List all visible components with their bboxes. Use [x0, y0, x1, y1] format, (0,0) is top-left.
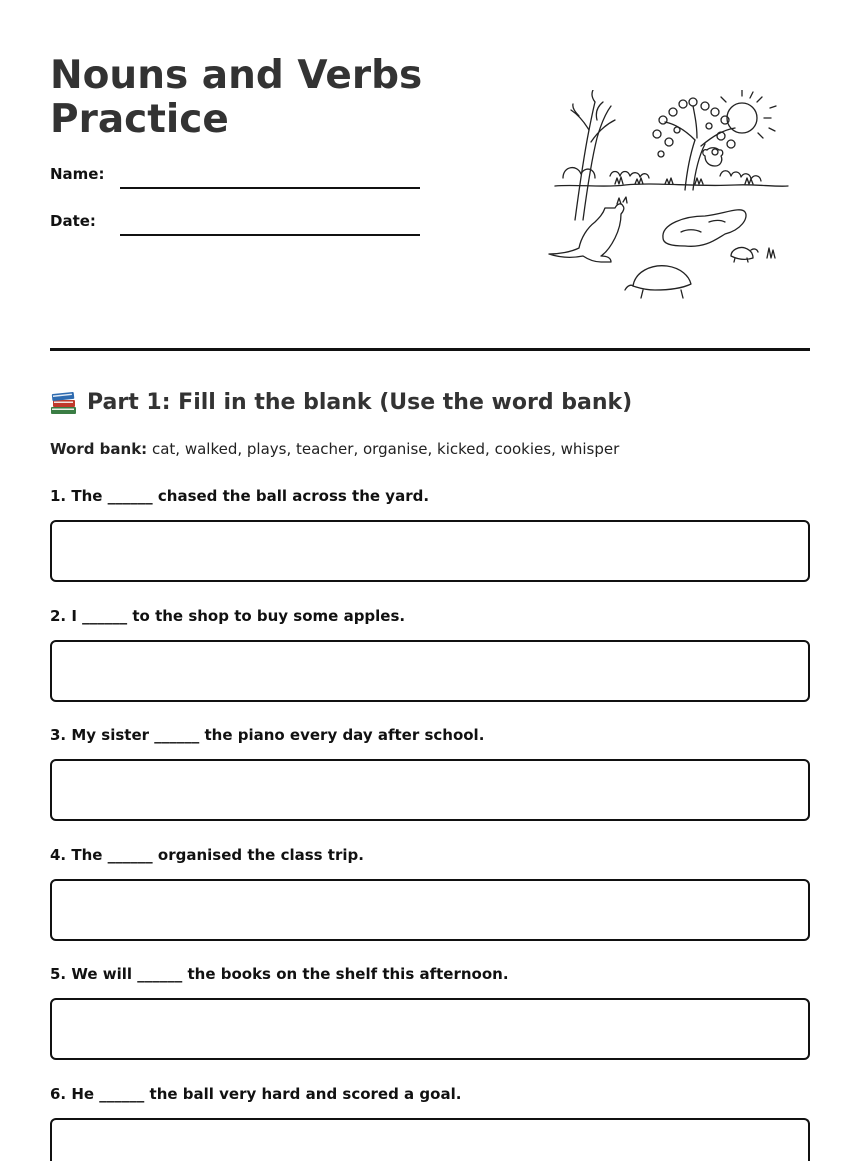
question-text: 6. He ______ the ball very hard and scored a goal.	[50, 1085, 462, 1103]
worksheet-page	[50, 0, 810, 1103]
question-1	[50, 486, 810, 582]
question-text: 4. The ______ organised the class trip.	[50, 846, 364, 864]
answer-box-5[interactable]	[50, 998, 810, 1060]
name-line[interactable]	[120, 187, 420, 189]
answer-box-2[interactable]	[50, 640, 810, 702]
answer-box-1[interactable]	[50, 520, 810, 582]
title-line-1: Nouns and Verbs	[50, 53, 423, 98]
worksheet-header	[50, 0, 810, 458]
question-5	[50, 964, 810, 1060]
part1-title-text: Part 1: Fill in the blank (Use the word bank)	[87, 390, 633, 415]
word-bank	[50, 440, 619, 458]
part1-title	[50, 388, 632, 418]
date-line[interactable]	[120, 234, 420, 236]
date-field[interactable]	[50, 212, 420, 236]
question-text: 5. We will ______ the books on the shelf this afternoon.	[50, 965, 509, 983]
name-field[interactable]	[50, 165, 420, 189]
blossom-flowers	[653, 98, 735, 157]
answer-box-3[interactable]	[50, 759, 810, 821]
answer-box-6[interactable]	[50, 1118, 810, 1161]
word-bank-words: cat, walked, plays, teacher, organise, kicked, cookies, whisper	[151, 440, 620, 458]
books-icon	[50, 390, 77, 416]
name-label: Name:	[50, 165, 105, 183]
question-2	[50, 606, 810, 702]
question-3	[50, 725, 810, 821]
section-divider	[50, 348, 810, 351]
worksheet-title	[50, 54, 422, 142]
date-label: Date:	[50, 212, 96, 230]
word-bank-label: Word bank:	[50, 440, 148, 458]
question-6	[50, 1084, 810, 1161]
question-text: 3. My sister ______ the piano every day after school.	[50, 726, 485, 744]
question-text: 1. The ______ chased the ball across the yard.	[50, 487, 430, 505]
sun-icon	[721, 90, 776, 138]
australian-outback-scene-illustration	[545, 90, 795, 305]
question-4	[50, 845, 810, 941]
title-line-2: Practice	[50, 97, 229, 142]
question-text: 2. I ______ to the shop to buy some apples.	[50, 607, 406, 625]
answer-box-4[interactable]	[50, 879, 810, 941]
